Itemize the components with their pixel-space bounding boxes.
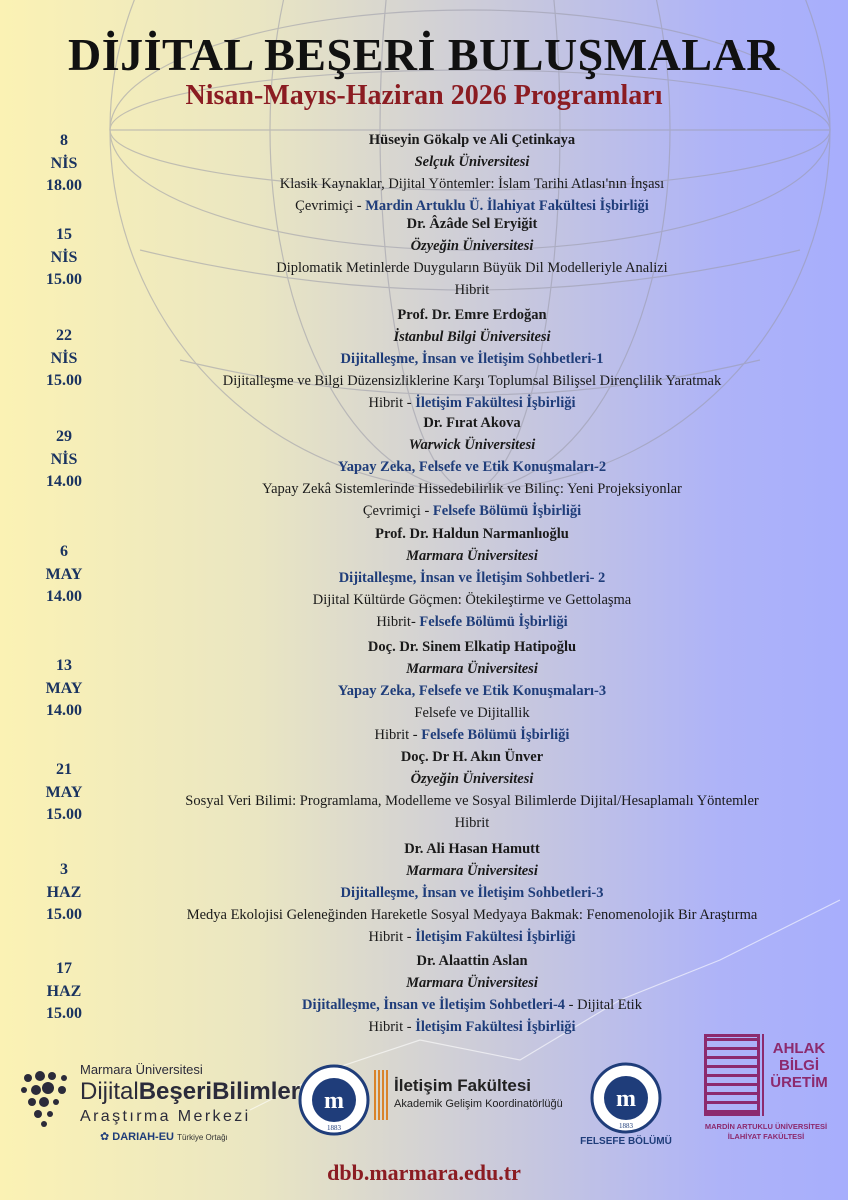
- event-date: [24, 958, 104, 1026]
- event-month: NİS: [50, 349, 78, 367]
- event-details: [130, 412, 814, 522]
- mardin-artuklu-logo: [696, 1034, 836, 1154]
- event-topic: Diplomatik Metinlerde Duyguların Büyük Dil Modelleriyle Analizi: [276, 260, 668, 276]
- svg-text:m: m: [324, 1088, 344, 1114]
- event-date: [24, 859, 104, 927]
- event-date: [24, 655, 104, 723]
- dbb-logo: [14, 1060, 301, 1150]
- event-series: Dijitalleşme, İnsan ve İletişim Sohbetleri-3: [340, 885, 604, 901]
- event-partner: Mardin Artuklu Ü. İlahiyat Fakültesi İşbirliği: [365, 198, 649, 214]
- event-topic: Felsefe ve Dijitallik: [414, 705, 530, 721]
- event-time: 14.00: [46, 588, 82, 605]
- event-date: [24, 541, 104, 609]
- event-partner: İletişim Fakültesi İşbirliği: [415, 395, 576, 411]
- iletisim-subtitle: Akademik Gelişim Koordinatörlüğü: [394, 1098, 563, 1110]
- event-day: 8: [60, 132, 68, 149]
- marmara-seal-icon: [590, 1062, 662, 1134]
- event-format: Hibrit -: [374, 727, 422, 743]
- event-details: [130, 950, 814, 1038]
- event-university: Warwick Üniversitesi: [408, 437, 536, 453]
- event-date: [24, 130, 104, 198]
- event-date: [24, 224, 104, 292]
- event-series: Dijitalleşme, İnsan ve İletişim Sohbetleri-4: [302, 997, 566, 1013]
- dbb-dots-icon: [14, 1064, 78, 1128]
- event-day: 21: [56, 761, 72, 778]
- event-details: [130, 213, 814, 301]
- event-speaker: Hüseyin Gökalp ve Ali Çetinkaya: [368, 132, 576, 148]
- event-university: Marmara Üniversitesi: [406, 863, 538, 879]
- event-details: [130, 129, 814, 217]
- event-university: Marmara Üniversitesi: [406, 661, 538, 677]
- event-format: Hibrit-: [376, 614, 420, 630]
- event-time: 15.00: [46, 906, 82, 923]
- seal-year: 1883: [327, 1124, 341, 1132]
- event-time: 14.00: [46, 473, 82, 490]
- event-series: Yapay Zeka, Felsefe ve Etik Konuşmaları-2: [337, 459, 607, 475]
- event-series: Dijitalleşme, İnsan ve İletişim Sohbetleri-1: [340, 351, 604, 367]
- website-link[interactable]: dbb.marmara.edu.tr: [327, 1160, 521, 1185]
- event-date: [24, 426, 104, 494]
- mardin-slogan: AHLAK BİLGİ ÜRETİM: [770, 1040, 828, 1091]
- event-date: [24, 759, 104, 827]
- event-details: [130, 746, 814, 834]
- event-format-line: [130, 926, 814, 948]
- event-details: [130, 636, 814, 746]
- event-topic: Dijitalleşme ve Bilgi Düzensizliklerine Karşı Toplumsal Bilişsel Dirençlilik Yaratmak: [222, 373, 722, 389]
- event-details: [130, 304, 814, 414]
- event-speaker: Prof. Dr. Haldun Narmanlıoğlu: [375, 526, 569, 542]
- iletisim-stripes-icon: [374, 1070, 388, 1120]
- event-month: NİS: [50, 450, 78, 468]
- event-format-line: [130, 392, 814, 414]
- event-day: 22: [56, 327, 72, 344]
- event-series-line: [130, 994, 814, 1016]
- event-university: Selçuk Üniversitesi: [414, 154, 530, 170]
- event-day: 13: [56, 657, 72, 674]
- event-format: Çevrimiçi -: [295, 198, 366, 214]
- mardin-university: MARDİN ARTUKLU ÜNİVERSİTESİ: [704, 1122, 828, 1131]
- event-time: 15.00: [46, 271, 82, 288]
- event-topic: Sosyal Veri Bilimi: Programlama, Modelleme ve Sosyal Bilimlerde Dijital/Hesaplamalı Yöntemler: [185, 793, 759, 809]
- event-topic: Medya Ekolojisi Geleneğinden Hareketle Sosyal Medyaya Bakmak: Fenomenolojik Bir Araştırma: [186, 907, 758, 923]
- event-date: [24, 325, 104, 393]
- event-format: Çevrimiçi -: [362, 503, 433, 519]
- event-partner: Felsefe Bölümü İşbirliği: [432, 503, 582, 519]
- event-format: Hibrit -: [368, 395, 416, 411]
- event-university: Marmara Üniversitesi: [406, 548, 538, 564]
- event-topic: Klasik Kaynaklar, Dijital Yöntemler: İslam Tarihi Atlası'nın İnşası: [279, 176, 665, 192]
- event-month: MAY: [45, 679, 83, 697]
- event-partner: Felsefe Bölümü İşbirliği: [421, 727, 570, 743]
- event-month: NİS: [50, 154, 78, 172]
- event-month: MAY: [45, 565, 83, 583]
- event-day: 15: [56, 226, 72, 243]
- event-series: Yapay Zeka, Felsefe ve Etik Konuşmaları-3: [337, 683, 607, 699]
- event-topic: Dijital Kültürde Göçmen: Ötekileştirme ve Gettolaşma: [312, 592, 632, 608]
- event-university: Özyeğin Üniversitesi: [410, 238, 534, 254]
- event-university: İstanbul Bilgi Üniversitesi: [393, 329, 551, 345]
- event-month: MAY: [45, 783, 83, 801]
- event-time: 15.00: [46, 806, 82, 823]
- mardin-faculty: İLAHİYAT FAKÜLTESİ: [727, 1132, 805, 1141]
- seal-year: 1883: [619, 1122, 633, 1130]
- event-format: Hibrit: [454, 282, 490, 298]
- event-time: 14.00: [46, 702, 82, 719]
- event-time: 15.00: [46, 1005, 82, 1022]
- event-day: 29: [56, 428, 72, 445]
- dbb-center: Araştırma Merkezi: [80, 1108, 251, 1125]
- event-day: 17: [56, 960, 72, 977]
- marmara-seal-icon: [298, 1064, 370, 1136]
- event-topic: Yapay Zekâ Sistemlerinde Hissedebilirlik ve Bilinç: Yeni Projeksiyonlar: [262, 481, 682, 497]
- event-speaker: Doç. Dr H. Akın Ünver: [400, 749, 544, 765]
- event-format: Hibrit: [454, 815, 490, 831]
- iletisim-title: İletişim Fakültesi: [394, 1076, 531, 1095]
- event-university: Özyeğin Üniversitesi: [410, 771, 534, 787]
- event-speaker: Dr. Âzâde Sel Eryiğit: [406, 216, 538, 232]
- event-format-line: [130, 724, 814, 746]
- event-series: Dijitalleşme, İnsan ve İletişim Sohbetleri- 2: [338, 570, 606, 586]
- event-month: HAZ: [46, 883, 82, 901]
- event-university: Marmara Üniversitesi: [406, 975, 538, 991]
- event-speaker: Dr. Fırat Akova: [423, 415, 521, 431]
- event-details: [130, 523, 814, 633]
- event-time: 18.00: [46, 177, 82, 194]
- event-day: 3: [60, 861, 68, 878]
- event-time: 15.00: [46, 372, 82, 389]
- event-partner: İletişim Fakültesi İşbirliği: [415, 1019, 576, 1035]
- kufic-square-icon: [704, 1034, 760, 1116]
- dbb-name: [80, 1078, 300, 1106]
- page-title: DİJİTAL BEŞERİ BULUŞMALAR: [67, 29, 781, 80]
- iletisim-logo: [374, 1070, 594, 1130]
- page-subtitle: Nisan-Mayıs-Haziran 2026 Programları: [185, 80, 663, 111]
- event-series-suffix: - Dijital Etik: [565, 997, 642, 1013]
- dbb-name-part2: BeşeriBilimler: [138, 1078, 301, 1105]
- event-speaker: Dr. Ali Hasan Hamutt: [404, 841, 540, 857]
- event-day: 6: [60, 543, 68, 560]
- event-speaker: Doç. Dr. Sinem Elkatip Hatipoğlu: [367, 639, 577, 655]
- event-speaker: Prof. Dr. Emre Erdoğan: [397, 307, 547, 323]
- event-partner: Felsefe Bölümü İşbirliği: [419, 614, 568, 630]
- event-details: [130, 838, 814, 948]
- event-speaker: Dr. Alaattin Aslan: [416, 953, 528, 969]
- divider: [762, 1034, 764, 1116]
- event-month: NİS: [50, 248, 78, 266]
- event-format-line: [130, 500, 814, 522]
- event-format: Hibrit -: [368, 1019, 416, 1035]
- dbb-name-part1: Dijital: [80, 1078, 139, 1105]
- felsefe-label: FELSEFE BÖLÜMÜ: [580, 1136, 672, 1147]
- event-month: HAZ: [46, 982, 82, 1000]
- event-format: Hibrit -: [368, 929, 416, 945]
- event-partner: İletişim Fakültesi İşbirliği: [415, 929, 576, 945]
- event-format-line: [130, 611, 814, 633]
- dariah-badge: ✿ DARIAH-EU Türkiye Ortağı: [100, 1131, 228, 1143]
- dbb-university: Marmara Üniversitesi: [80, 1062, 203, 1077]
- dariah-name: DARIAH-EU: [112, 1131, 175, 1143]
- svg-text:m: m: [616, 1086, 636, 1112]
- dariah-sub: Türkiye Ortağı: [177, 1133, 228, 1142]
